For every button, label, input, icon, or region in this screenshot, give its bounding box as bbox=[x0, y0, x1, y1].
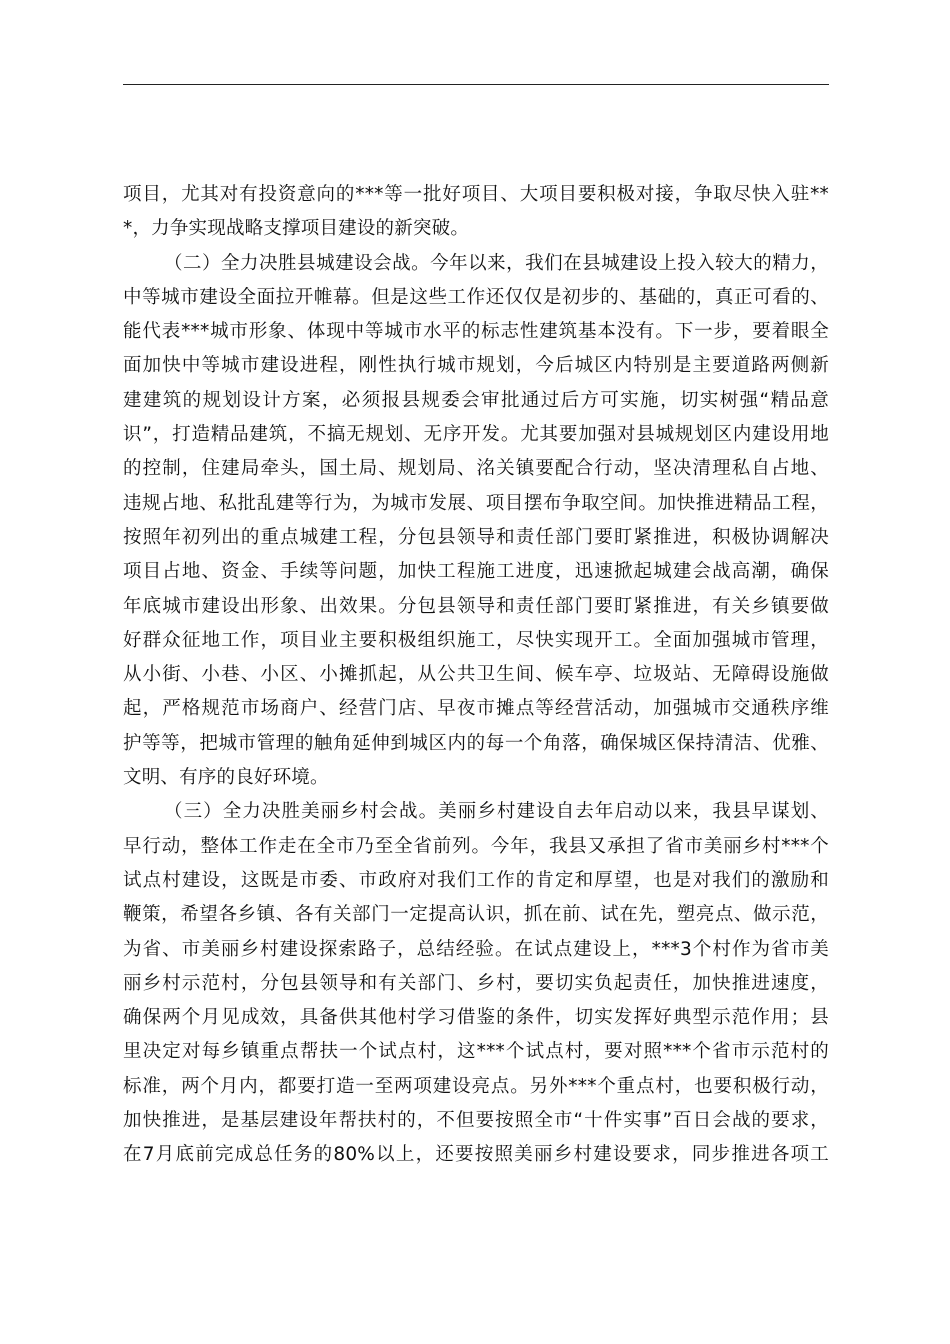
header-rule bbox=[123, 84, 829, 85]
text-line: 违规占地、私批乱建等行为，为城市发展、项目摆布争取空间。加快推进精品工程， bbox=[123, 492, 829, 514]
text-line: 在7月底前完成总任务的80%以上，还要按照美丽乡村建设要求，同步推进各项工 bbox=[123, 1144, 829, 1166]
text-line: *，力争实现战略支撑项目建设的新突破。 bbox=[123, 218, 470, 240]
text-line: 标准，两个月内，都要打造一至两项建设亮点。另外***个重点村，也要积极行动， bbox=[123, 1075, 829, 1097]
text-line: 从小街、小巷、小区、小摊抓起，从公共卫生间、候车亭、垃圾站、无障碍设施做 bbox=[123, 664, 829, 686]
text-line: 项目，尤其对有投资意向的***等一批好项目、大项目要积极对接，争取尽快入驻** bbox=[123, 184, 829, 205]
text-line: 确保两个月见成效，具备供其他村学习借鉴的条件，切实发挥好典型示范作用；县 bbox=[123, 1007, 829, 1029]
section-heading-line: （二）全力决胜县城建设会战。今年以来，我们在县城建设上投入较大的精力， bbox=[164, 252, 829, 274]
text-line: 里决定对每乡镇重点帮扶一个试点村，这***个试点村，要对照***个省市示范村的 bbox=[123, 1041, 829, 1063]
section-heading-line: （三）全力决胜美丽乡村会战。美丽乡村建设自去年启动以来，我县早谋划、 bbox=[164, 801, 829, 823]
body-text bbox=[123, 178, 829, 1173]
text-line: 年底城市建设出形象、出效果。分包县领导和责任部门要盯紧推进，有关乡镇要做 bbox=[123, 595, 829, 617]
text-line: 加快推进，是基层建设年帮扶村的，不但要按照全市“十件实事”百日会战的要求， bbox=[123, 1110, 829, 1132]
text-line: 早行动，整体工作走在全市乃至全省前列。今年，我县又承担了省市美丽乡村***个 bbox=[123, 835, 829, 857]
text-line: 鞭策，希望各乡镇、各有关部门一定提高认识，抓在前、试在先，塑亮点、做示范， bbox=[123, 904, 829, 926]
text-line: 项目占地、资金、手续等问题，加快工程施工进度，迅速掀起城建会战高潮，确保 bbox=[123, 561, 829, 583]
text-line: 护等等，把城市管理的触角延伸到城区内的每一个角落，确保城区保持清洁、优雅、 bbox=[123, 732, 829, 754]
text-line: 起，严格规范市场商户、经营门店、早夜市摊点等经营活动，加强城市交通秩序维 bbox=[123, 698, 829, 720]
text-line: 按照年初列出的重点城建工程，分包县领导和责任部门要盯紧推进，积极协调解决 bbox=[123, 526, 829, 548]
text-line: 识”，打造精品建筑，不搞无规划、无序开发。尤其要加强对县城规划区内建设用地 bbox=[123, 424, 829, 446]
text-line: 试点村建设，这既是市委、市政府对我们工作的肯定和厚望，也是对我们的激励和 bbox=[123, 869, 829, 891]
text-line: 能代表***城市形象、体现中等城市水平的标志性建筑基本没有。下一步，要着眼全 bbox=[123, 321, 829, 343]
text-line: 中等城市建设全面拉开帷幕。但是这些工作还仅仅是初步的、基础的，真正可看的、 bbox=[123, 286, 829, 308]
text-line: 的控制，住建局牵头，国土局、规划局、洺关镇要配合行动，坚决清理私自占地、 bbox=[123, 458, 829, 480]
text-line: 面加快中等城市建设进程，刚性执行城市规划，今后城区内特别是主要道路两侧新 bbox=[123, 355, 829, 377]
text-line: 文明、有序的良好环境。 bbox=[123, 767, 329, 789]
text-line: 好群众征地工作，项目业主要积极组织施工，尽快实现开工。全面加强城市管理， bbox=[123, 629, 829, 651]
text-line: 建建筑的规划设计方案，必须报县规委会审批通过后方可实施，切实树强“精品意 bbox=[123, 389, 829, 411]
text-line: 为省、市美丽乡村建设探索路子，总结经验。在试点建设上，***3个村作为省市美 bbox=[123, 938, 829, 960]
text-line: 丽乡村示范村，分包县领导和有关部门、乡村，要切实负起责任，加快推进速度， bbox=[123, 972, 829, 994]
